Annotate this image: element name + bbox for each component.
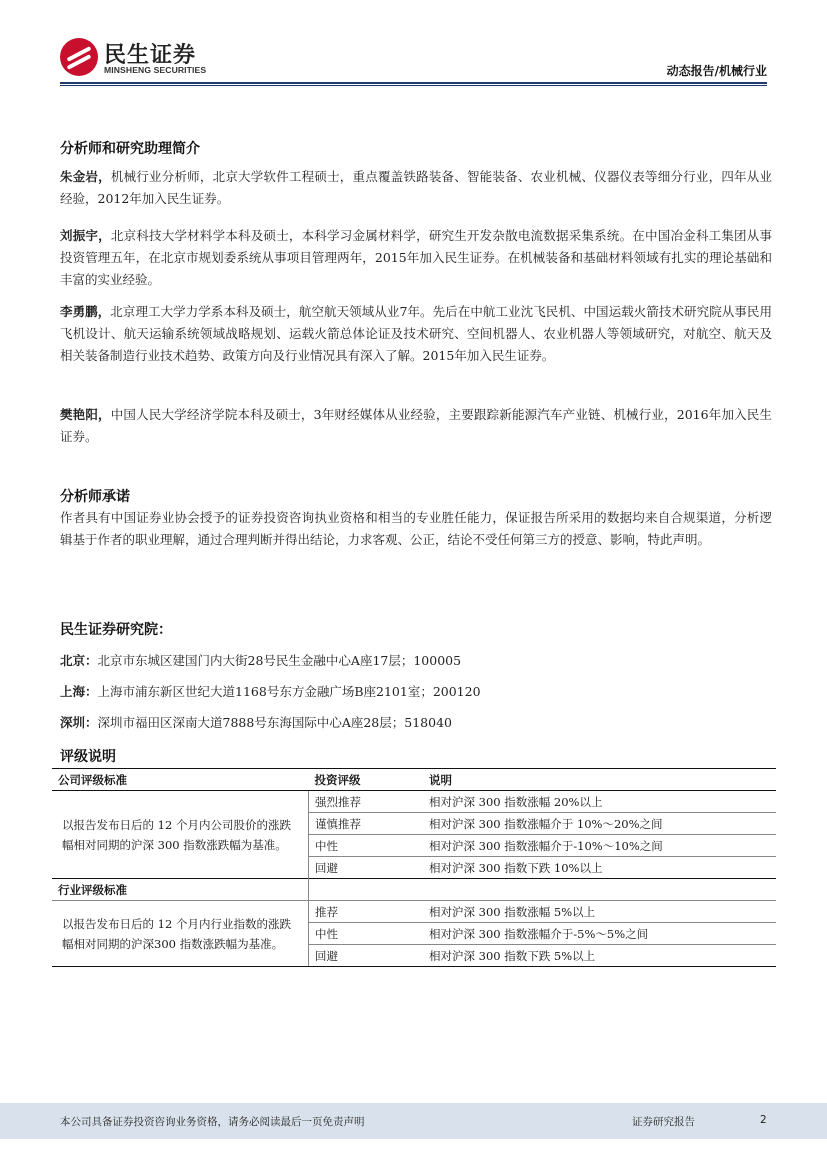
office-address <box>60 713 452 731</box>
rating-desc-cell: 相对沪深 300 指数涨幅 5%以上 <box>423 901 776 923</box>
page-number: 2 <box>760 1114 767 1126</box>
analyst-name: 樊艳阳， <box>60 407 111 422</box>
rating-cell: 推荐 <box>309 901 424 923</box>
analyst-bio <box>60 166 772 210</box>
institute-section-title: 民生证券研究院： <box>60 622 172 638</box>
analyst-name: 朱金岩， <box>60 169 111 184</box>
analyst-bio <box>60 301 772 367</box>
analyst-bio-text: 北京科技大学材料学本科及硕士，本科学习金属材料学，研究生开发杂散电流数据采集系统。在中国冶金科工集团从事投资管理五年，在北京市规划委系统从事项目管理两年，2015年加入民生证券。在机械装备和基础材料领域有扎实的理论基础和丰富的实业经验。 <box>60 228 772 287</box>
analyst-bio-text: 中国人民大学经济学院本科及硕士，3年财经媒体从业经验，主要跟踪新能源汽车产业链、机械行业，2016年加入民生证券。 <box>60 407 772 444</box>
analyst-bio <box>60 404 772 448</box>
rating-table <box>52 768 776 967</box>
document-type: 动态报告/机械行业 <box>666 64 767 78</box>
rating-desc-cell: 相对沪深 300 指数涨幅介于 10%～20%之间 <box>423 813 776 835</box>
description-header: 说明 <box>423 769 776 791</box>
header-divider-thin <box>60 85 767 86</box>
logo-chinese-name: 民生证券 <box>104 43 197 68</box>
rating-desc-cell: 相对沪深 300 指数涨幅介于-5%～5%之间 <box>423 923 776 945</box>
header-divider <box>60 82 767 84</box>
table-header-row <box>52 769 776 791</box>
rating-cell: 谨慎推荐 <box>309 813 424 835</box>
logo-english-name: MINSHENG SECURITIES <box>104 65 207 75</box>
office-address-text: 北京市东城区建国门内大街28号民生金融中心A座17层；100005 <box>97 653 462 668</box>
office-address-text: 深圳市福田区深南大道7888号东海国际中心A座28层；518040 <box>97 715 452 730</box>
rating-desc-cell: 相对沪深 300 指数下跌 10%以上 <box>429 860 603 875</box>
company-standard-header: 公司评级标准 <box>52 769 309 791</box>
logo-mark-icon <box>60 38 98 76</box>
analyst-name: 李勇鹏， <box>60 304 111 319</box>
office-city: 北京： <box>60 653 98 668</box>
commitment-section-title: 分析师承诺 <box>60 489 130 505</box>
rating-cell: 中性 <box>309 923 424 945</box>
company-basis: 以报告发布日后的 12 个月内公司股价的涨跌幅相对同期的沪深 300 指数涨跌幅为基准。 <box>62 817 291 852</box>
office-address-text: 上海市浦东新区世纪大道1168号东方金融广场B座2101室；200120 <box>97 684 481 699</box>
brand-logo <box>60 38 230 80</box>
rating-cell: 强烈推荐 <box>309 791 424 813</box>
industry-basis: 以报告发布日后的 12 个月内行业指数的涨跌幅相对同期的沪深300 指数涨跌幅为基准。 <box>52 901 309 967</box>
table-row <box>52 901 776 923</box>
office-address <box>60 682 481 700</box>
footer-disclaimer: 本公司具备证券投资咨询业务资格，请务必阅读最后一页免责声明 <box>60 1116 365 1128</box>
rating-cell: 回避 <box>309 857 424 879</box>
rating-cell: 回避 <box>309 945 424 967</box>
table-row <box>52 791 776 813</box>
rating-cell: 中性 <box>309 835 424 857</box>
rating-desc-cell: 相对沪深 300 指数下跌 5%以上 <box>423 945 776 967</box>
industry-standard-header: 行业评级标准 <box>52 879 309 901</box>
analyst-bio <box>60 225 772 291</box>
office-address <box>60 651 461 669</box>
analysts-section-title: 分析师和研究助理简介 <box>60 141 200 157</box>
table-subheader-row <box>52 879 776 901</box>
commitment-text: 作者具有中国证券业协会授予的证券投资咨询执业资格和相当的专业胜任能力，保证报告所采用的数据均来自合规渠道，分析逻辑基于作者的职业理解，通过合理判断并得出结论，力求客观、公正，结论不受任何第三方的授意、影响，特此声明。 <box>60 510 772 547</box>
rating-desc-cell: 相对沪深 300 指数涨幅 20%以上 <box>423 791 776 813</box>
analyst-name: 刘振宇， <box>60 228 111 243</box>
rating-header: 投资评级 <box>309 769 424 791</box>
rating-desc-cell: 相对沪深 300 指数涨幅介于-10%～10%之间 <box>423 835 776 857</box>
office-city: 深圳： <box>60 715 98 730</box>
analyst-bio-text: 北京理工大学力学系本科及硕士，航空航天领域从业7年。先后在中航工业沈飞民机、中国运载火箭技术研究院从事民用飞机设计、航天运输系统领域战略规划、运载火箭总体论证及技术研究、空间机器人、农业机器人等领域研究，对航空、航天及相关装备制造行业技术趋势、政策方向及行业情况具有深入了解。2015年加入民生证券。 <box>60 304 772 363</box>
office-city: 上海： <box>60 684 98 699</box>
analyst-bio-text: 机械行业分析师，北京大学软件工程硕士，重点覆盖铁路装备、智能装备、农业机械、仪器仪表等细分行业，四年从业经验，2012年加入民生证券。 <box>60 169 772 206</box>
ratings-section-title: 评级说明 <box>60 749 116 765</box>
footer-report-type: 证券研究报告 <box>632 1116 695 1128</box>
